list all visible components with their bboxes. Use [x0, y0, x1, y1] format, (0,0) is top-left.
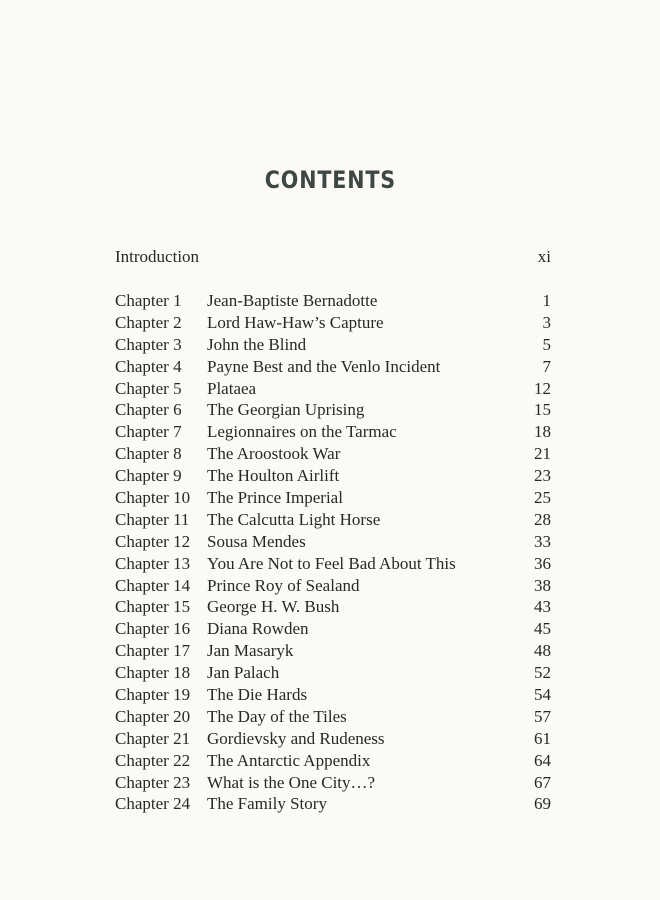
chapter-page-number: 3	[542, 312, 551, 332]
chapter-label: Chapter 16	[115, 619, 191, 639]
chapter-title: Jan Palach	[207, 663, 280, 683]
chapter-title: Diana Rowden	[207, 619, 309, 639]
chapter-label: Chapter 21	[115, 728, 191, 748]
page-title: CONTENTS	[264, 166, 397, 194]
toc-chapter-row	[115, 728, 551, 750]
chapter-page-number: 48	[534, 641, 551, 661]
chapter-label: Chapter 7	[115, 422, 182, 442]
chapter-label: Chapter 2	[115, 312, 182, 332]
toc-entry-page-number: xi	[537, 247, 551, 266]
toc-chapter-row	[115, 662, 551, 684]
chapter-title: Plataea	[207, 378, 257, 398]
toc-chapter-row	[115, 378, 551, 400]
chapter-page-number: 5	[542, 334, 551, 354]
toc-chapter-row	[115, 399, 551, 421]
chapter-title: The Calcutta Light Horse	[207, 509, 381, 529]
chapter-title: The Die Hards	[207, 685, 308, 705]
chapter-page-number: 18	[534, 422, 551, 442]
chapter-page-number: 69	[534, 794, 551, 814]
chapter-page-number: 12	[534, 378, 551, 398]
chapter-label: Chapter 3	[115, 334, 182, 354]
chapter-page-number: 43	[534, 597, 551, 617]
chapter-title: Legionnaires on the Tarmac	[207, 422, 397, 442]
toc-chapter-row	[115, 640, 551, 662]
chapter-title: The Day of the Tiles	[207, 706, 347, 726]
chapter-page-number: 52	[534, 663, 551, 683]
chapter-title: The Antarctic Appendix	[207, 750, 371, 770]
chapter-label: Chapter 13	[115, 553, 191, 573]
chapter-label: Chapter 5	[115, 378, 182, 398]
chapter-title: Jan Masaryk	[207, 641, 294, 661]
chapter-title: Gordievsky and Rudeness	[207, 728, 385, 748]
chapter-title: What is the One City…?	[207, 772, 376, 792]
toc-chapter-row	[115, 290, 551, 312]
chapter-label: Chapter 9	[115, 466, 182, 486]
chapter-title: Jean-Baptiste Bernadotte	[207, 291, 378, 310]
chapter-label: Chapter 14	[115, 575, 191, 595]
chapter-label: Chapter 20	[115, 706, 191, 726]
toc-chapter-row	[115, 596, 551, 618]
chapter-label: Chapter 15	[115, 597, 191, 617]
chapter-page-number: 38	[534, 575, 551, 595]
toc-chapter-row	[115, 575, 551, 597]
toc-chapter-row	[115, 334, 551, 356]
chapter-label: Chapter 19	[115, 685, 191, 705]
chapter-label: Chapter 10	[115, 488, 191, 508]
chapter-title: The Family Story	[207, 794, 327, 814]
toc-chapter-row	[115, 509, 551, 531]
chapter-page-number: 21	[534, 444, 551, 464]
chapter-title: The Houlton Airlift	[207, 466, 340, 486]
chapter-page-number: 7	[542, 356, 551, 376]
chapter-title: Lord Haw-Haw’s Capture	[207, 312, 384, 332]
toc-chapter-row	[115, 531, 551, 553]
chapter-page-number: 54	[534, 685, 551, 705]
chapter-page-number: 33	[534, 531, 551, 551]
chapter-title: You Are Not to Feel Bad About This	[207, 553, 456, 573]
chapter-page-number: 57	[534, 706, 551, 726]
chapter-title: Sousa Mendes	[207, 531, 306, 551]
chapter-page-number: 25	[534, 488, 551, 508]
chapter-page-number: 64	[534, 750, 551, 770]
chapter-label: Chapter 23	[115, 772, 191, 792]
chapter-label: Chapter 1	[115, 291, 182, 310]
toc-chapter-row	[115, 421, 551, 443]
chapter-label: Chapter 18	[115, 663, 191, 683]
chapter-page-number: 45	[534, 619, 551, 639]
chapter-title: George H. W. Bush	[207, 597, 340, 617]
chapter-label: Chapter 6	[115, 400, 182, 420]
toc-chapter-row	[115, 793, 551, 815]
toc-chapter-list	[115, 290, 551, 815]
chapter-title: Payne Best and the Venlo Incident	[207, 356, 441, 376]
chapter-label: Chapter 24	[115, 794, 191, 814]
chapter-title: The Aroostook War	[207, 444, 341, 464]
chapter-page-number: 23	[534, 466, 551, 486]
toc-chapter-row	[115, 553, 551, 575]
chapter-page-number: 36	[534, 553, 551, 573]
toc-chapter-row	[115, 618, 551, 640]
toc-chapter-row	[115, 706, 551, 728]
chapter-label: Chapter 4	[115, 356, 182, 376]
chapter-title: The Prince Imperial	[207, 488, 343, 508]
chapter-page-number: 15	[534, 400, 551, 420]
chapter-title: The Georgian Uprising	[207, 400, 365, 420]
chapter-label: Chapter 22	[115, 750, 191, 770]
toc-chapter-row	[115, 443, 551, 465]
chapter-title: Prince Roy of Sealand	[207, 575, 360, 595]
toc-chapter-row	[115, 465, 551, 487]
chapter-page-number: 61	[534, 728, 551, 748]
toc-chapter-row	[115, 750, 551, 772]
chapter-page-number: 1	[542, 291, 551, 310]
toc-chapter-row	[115, 772, 551, 794]
toc-chapter-row	[115, 684, 551, 706]
chapter-page-number: 28	[534, 509, 551, 529]
chapter-label: Chapter 17	[115, 641, 191, 661]
toc-entry-title: Introduction	[115, 247, 200, 266]
chapter-label: Chapter 12	[115, 531, 191, 551]
toc-chapter-row	[115, 356, 551, 378]
chapter-page-number: 67	[534, 772, 551, 792]
toc-entry-introduction	[115, 247, 551, 269]
toc-chapter-row	[115, 487, 551, 509]
chapter-title: John the Blind	[207, 334, 307, 354]
chapter-label: Chapter 11	[115, 509, 190, 529]
toc-chapter-row	[115, 312, 551, 334]
chapter-label: Chapter 8	[115, 444, 182, 464]
